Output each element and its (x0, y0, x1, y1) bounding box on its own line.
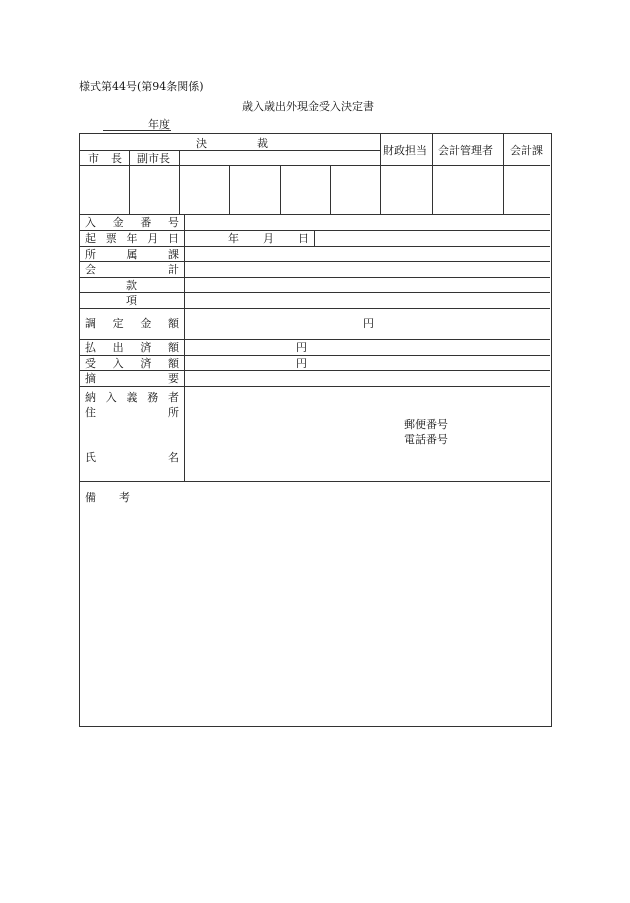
stamp-divider-3 (330, 165, 331, 214)
receipt-number-char: 金 (112, 216, 124, 229)
name-char: 名 (168, 451, 179, 464)
row-line-summary (80, 386, 550, 387)
receipt-number-char: 入 (85, 216, 96, 229)
payer-char: 務 (147, 391, 159, 404)
department-label (85, 248, 179, 261)
row-line-account (80, 277, 550, 278)
received-amount-char: 受 (85, 357, 96, 370)
summary-char: 摘 (85, 372, 96, 385)
account-char: 会 (85, 263, 96, 276)
row-line-date (80, 246, 550, 247)
payer-label (85, 391, 179, 404)
postal-code-label: 郵便番号 (404, 418, 448, 431)
draft-date-char: 年 (126, 232, 138, 245)
account-char: 計 (168, 263, 179, 276)
summary-char: 要 (168, 372, 179, 385)
paid-amount-char: 額 (167, 341, 179, 354)
payer-char: 義 (126, 391, 138, 404)
address-char: 住 (85, 406, 96, 419)
kan-label: 款 (126, 279, 137, 292)
stamp-divider-2 (280, 165, 281, 214)
paid-amount-char: 済 (140, 341, 152, 354)
assessed-amount-char: 額 (167, 317, 179, 330)
paid-amount-label (85, 341, 179, 354)
kessai-char-1: 決 (196, 137, 207, 150)
receipt-number-char: 号 (167, 216, 179, 229)
draft-date-char: 票 (105, 232, 117, 245)
kessai-char-2: 裁 (257, 137, 268, 150)
accounting-dept-label: 会計課 (510, 144, 543, 157)
mayor-char-2: 長 (111, 152, 122, 165)
receipt-number-label (85, 216, 179, 229)
date-day-unit: 日 (298, 232, 309, 245)
finance-label: 財政担当 (383, 144, 427, 157)
payer-char: 者 (168, 391, 179, 404)
approval-header-line (80, 165, 550, 166)
received-amount-label (85, 357, 179, 370)
received-amount-yen: 円 (296, 357, 307, 370)
form-number: 様式第44号(第94条関係) (79, 80, 204, 93)
assessed-amount-label (85, 317, 179, 330)
kou-label: 項 (126, 294, 137, 307)
assessed-amount-yen: 円 (363, 317, 374, 330)
row-line-receipt (80, 230, 550, 231)
row-line-dept (80, 261, 550, 262)
row-line-kan (80, 292, 550, 293)
approval-mid-line (80, 150, 380, 151)
assessed-amount-char: 金 (140, 317, 152, 330)
name-label (85, 451, 179, 464)
mayor-label (88, 152, 122, 165)
draft-date-char: 月 (147, 232, 159, 245)
remarks-label (85, 491, 130, 504)
form-title: 歳入歳出外現金受入決定書 (242, 100, 374, 113)
address-label (85, 406, 179, 419)
draft-date-label (85, 232, 179, 245)
summary-label (85, 372, 179, 385)
row-line-payer (80, 481, 550, 482)
row-line-assessed (80, 339, 550, 340)
remarks-char: 備 (85, 491, 96, 504)
label-column-divider (184, 214, 185, 481)
vice-mayor-divider (179, 150, 180, 214)
date-end-divider (314, 230, 315, 246)
payer-char: 入 (105, 391, 117, 404)
received-amount-char: 額 (167, 357, 179, 370)
fiscal-year-label: 年度 (148, 118, 170, 131)
accountant-divider (432, 134, 433, 214)
received-amount-char: 入 (112, 357, 124, 370)
paid-amount-char: 払 (85, 341, 96, 354)
department-char: 課 (168, 248, 179, 261)
draft-date-char: 日 (168, 232, 179, 245)
mayor-divider (129, 150, 130, 214)
row-line-kou (80, 308, 550, 309)
paid-amount-yen: 円 (296, 341, 307, 354)
payer-char: 納 (85, 391, 96, 404)
paid-amount-char: 出 (112, 341, 124, 354)
department-char: 所 (85, 248, 96, 261)
approval-bottom-line (80, 214, 550, 215)
receipt-number-char: 番 (140, 216, 152, 229)
assessed-amount-char: 調 (85, 317, 96, 330)
remarks-char: 考 (119, 491, 130, 504)
row-line-paid (80, 355, 550, 356)
row-line-received (80, 370, 550, 371)
date-month-unit: 月 (263, 232, 274, 245)
assessed-amount-char: 定 (112, 317, 124, 330)
draft-date-char: 起 (85, 232, 96, 245)
accountant-label: 会計管理者 (438, 144, 493, 157)
vice-mayor-label: 副市長 (137, 152, 170, 165)
stamp-divider-1 (229, 165, 230, 214)
finance-divider (380, 134, 381, 214)
mayor-char-1: 市 (88, 152, 99, 165)
kessai-label (196, 137, 268, 150)
department-char: 属 (126, 248, 138, 261)
account-label (85, 263, 179, 276)
date-year-unit: 年 (228, 232, 239, 245)
accounting-dept-divider (503, 134, 504, 214)
address-char: 所 (168, 406, 179, 419)
received-amount-char: 済 (140, 357, 152, 370)
name-char: 氏 (85, 451, 96, 464)
phone-label: 電話番号 (404, 433, 448, 446)
